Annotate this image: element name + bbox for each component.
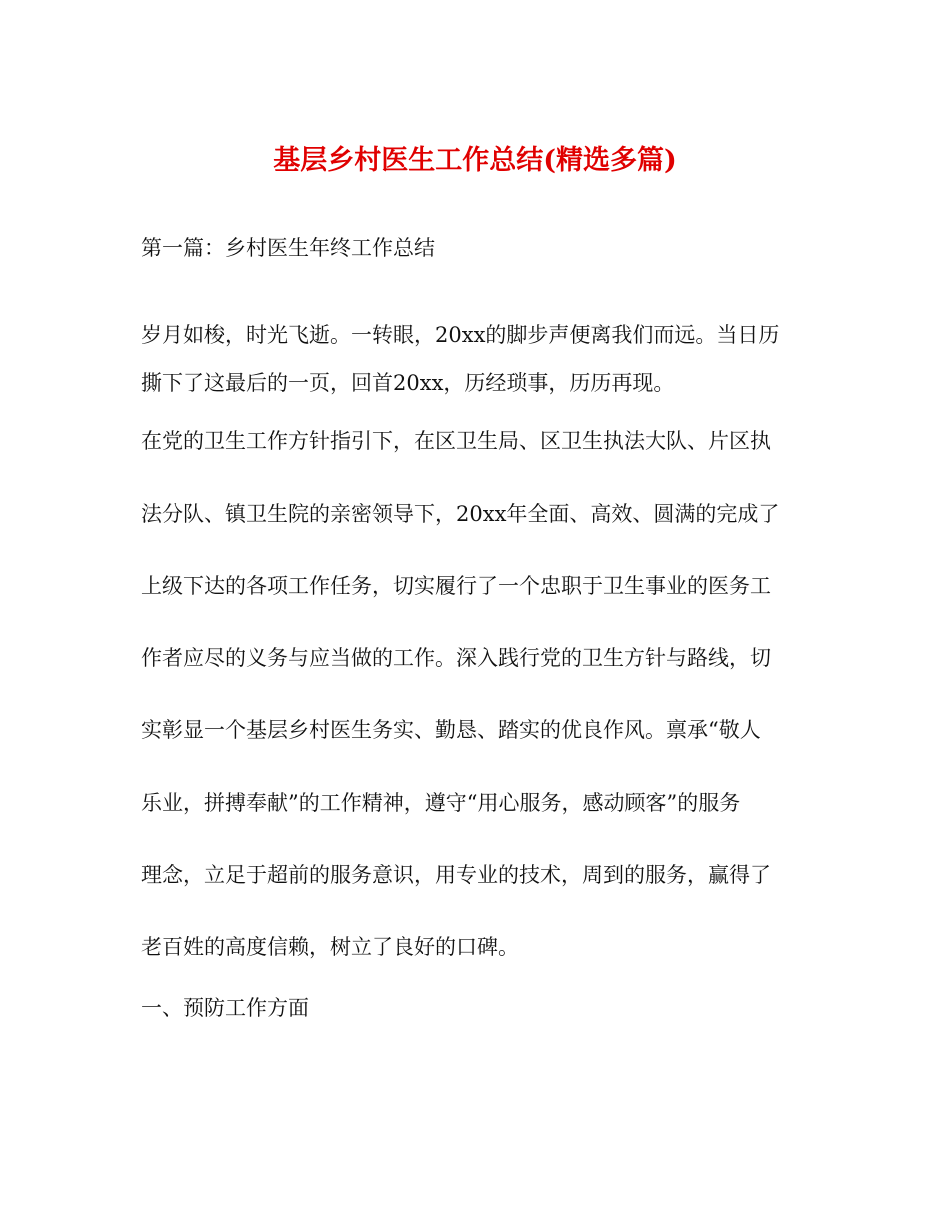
paragraph-line: 实彰显一个基层乡村医生务实、勤恳、踏实的优良作风。禀承“敬人 bbox=[141, 718, 761, 742]
paragraph-line: 岁月如梭，时光飞逝。一转眼，20xx的脚步声便离我们而远。当日历 bbox=[141, 323, 780, 347]
paragraph-line: 乐业，拼搏奉献”的工作精神，遵守“用心服务，感动顾客”的服务 bbox=[141, 791, 741, 815]
paragraph-line: 撕下了这最后的一页，回首20xx，历经琐事，历历再现。 bbox=[141, 371, 675, 395]
paragraph-line: 作者应尽的义务与应当做的工作。深入践行党的卫生方针与路线，切 bbox=[141, 646, 771, 670]
paragraph-line: 老百姓的高度信赖，树立了良好的口碑。 bbox=[141, 935, 519, 959]
subheading: 一、预防工作方面 bbox=[141, 996, 309, 1020]
section-heading: 第一篇：乡村医生年终工作总结 bbox=[141, 236, 435, 260]
paragraph-line: 上级下达的各项工作任务，切实履行了一个忠职于卫生事业的医务工 bbox=[141, 574, 771, 598]
paragraph-line: 在党的卫生工作方针指引下，在区卫生局、区卫生执法大队、片区执 bbox=[141, 429, 771, 453]
paragraph-line: 法分队、镇卫生院的亲密领导下，20xx年全面、高效、圆满的完成了 bbox=[141, 502, 780, 526]
paragraph-line: 理念，立足于超前的服务意识，用专业的技术，周到的服务，赢得了 bbox=[141, 863, 771, 887]
document-title: 基层乡村医生工作总结(精选多篇) bbox=[273, 145, 677, 176]
